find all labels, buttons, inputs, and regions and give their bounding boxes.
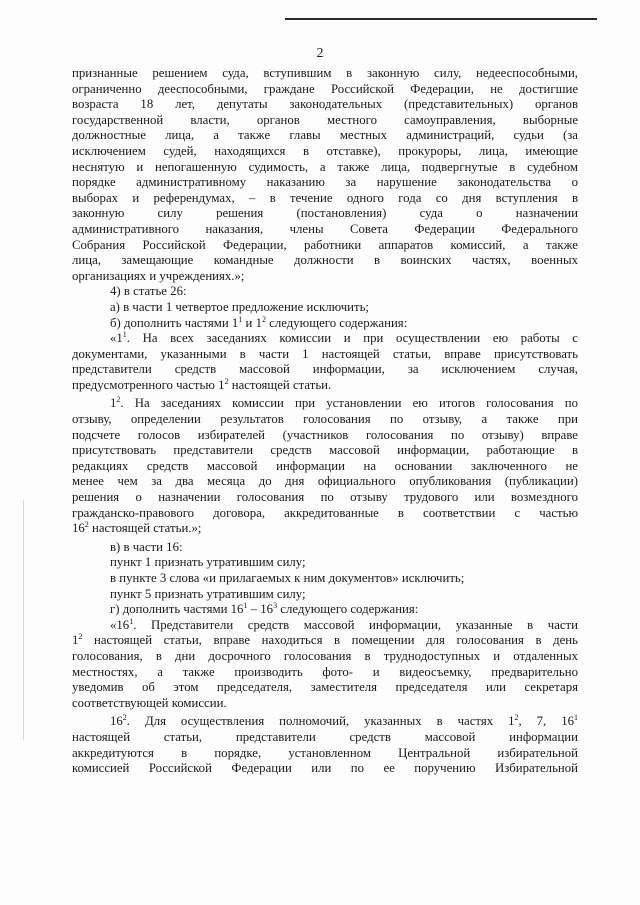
text-line: ограниченно дееспособными, граждане Российской Федерации, не достигшие — [72, 81, 578, 96]
text-line: представители средств массовой информации, за исключением случая, — [72, 362, 578, 377]
text-line: лица, замещающие командные должности в воинских частях, военных — [72, 253, 578, 268]
text-line: в) в части 16: — [110, 539, 183, 554]
text-line: $16^2$. Для осуществления полномочий, указанных в частях $1^2$, 7, $16^1$ — [110, 713, 578, 729]
text-line: законную силу решения (постановления) суда о назначении — [72, 206, 578, 221]
page-number: 2 — [316, 46, 324, 61]
text-line: административного наказания, члены Совета Федерации Федерального — [72, 221, 578, 236]
text-line: аккредитуются в порядке, установленном Центральной избирательной — [72, 745, 578, 760]
text-line: голосования, в дни досрочного голосования в труднодоступных и отдаленных — [72, 648, 578, 663]
text-line: исключением судей, находящихся в отставке), прокуроры, лица, имеющие — [72, 143, 578, 158]
text-line: признанные решением суда, вступившим в законную силу, недееспособными, — [72, 66, 578, 80]
text-line: порядке административному наказанию за нарушение законодательства о — [72, 175, 578, 190]
text-line: комиссией Российской Федерации или по ее поручению Избирательной — [72, 761, 578, 776]
text-line: б) дополнить частями $1^1$ и $1^2$ следующего содержания: — [110, 314, 408, 330]
text-line: «$16^1$. Представители средств массовой информации, указанные в части — [110, 616, 578, 632]
text-line: в пункте 3 слова «и прилагаемых к ним документов» исключить; — [110, 571, 465, 585]
text-line: Собрания Российской Федерации, работники аппаратов комиссий, а также — [72, 237, 578, 252]
text-line: подсчете голосов избирателей (участников голосования по отзыву) вправе — [72, 427, 578, 442]
text-line: местностях, а также производить фото- и видеосъемку, предварительно — [72, 664, 578, 679]
text-line: возраста 18 лет, депутаты законодательных (представительных) органов — [72, 97, 578, 112]
text-line: менее чем за два месяца до дня официального опубликования (публикации) — [72, 474, 578, 489]
text-line: предусмотренного частью $1^2$ настоящей статьи. — [72, 376, 332, 392]
text-line: уведомив об этом председателя, заместителя председателя или секретаря — [72, 680, 578, 695]
header-rule — [285, 18, 597, 20]
text-line: г) дополнить частями $16^1 - 16^3$ следующего содержания: — [110, 601, 419, 617]
text-line: $1^2$ настоящей статьи, вправе находиться в помещении для голосования в день — [72, 632, 578, 648]
document-body — [72, 66, 578, 777]
text-line: $16^2$ настоящей статьи.»; — [72, 520, 202, 536]
text-line: соответствующей комиссии. — [72, 695, 227, 710]
text-line: решения о назначении голосования по отзыву трудового или возмездного — [72, 490, 578, 505]
text-line: 4) в статье 26: — [110, 284, 187, 299]
text-line: отзыву, определении результатов голосования по отзыву, а также при — [72, 412, 578, 427]
text-line: пункт 1 признать утратившим силу; — [110, 555, 306, 570]
text-line: пункт 5 признать утратившим силу; — [110, 586, 306, 601]
text-line: редакциях средств массовой информации на основании заключенного не — [72, 458, 578, 473]
text-line: «$1^1$. На всех заседаниях комиссии и при осуществлении ею работы с — [110, 330, 578, 346]
text-line: гражданско-правового договора, аккредитованные в соответствии с частью — [72, 505, 578, 520]
text-line: $1^2$. На заседаниях комиссии при установлении ею итогов голосования по — [110, 395, 578, 411]
text-line: организациях и учреждениях.»; — [72, 268, 245, 283]
text-line: документами, указанными в части 1 настоящей статьи, вправе присутствовать — [72, 346, 578, 361]
text-line: государственной власти, органов местного самоуправления, выборные — [72, 112, 578, 127]
text-line: присутствовать представители средств массовой информации, работающие в — [72, 443, 578, 458]
text-line: должностные лица, а также главы местных администраций, судьи (за — [72, 128, 578, 143]
text-line: выборах и референдумах, – в течение одного года со дня вступления в — [72, 190, 578, 205]
text-line: неснятую и непогашенную судимость, а также лица, подвергнутые в судебном — [72, 159, 578, 174]
text-line: а) в части 1 четвертое предложение исключить; — [110, 299, 369, 314]
scan-margin-line — [23, 500, 24, 740]
text-line: настоящей статьи, представители средств массовой информации — [72, 729, 578, 744]
